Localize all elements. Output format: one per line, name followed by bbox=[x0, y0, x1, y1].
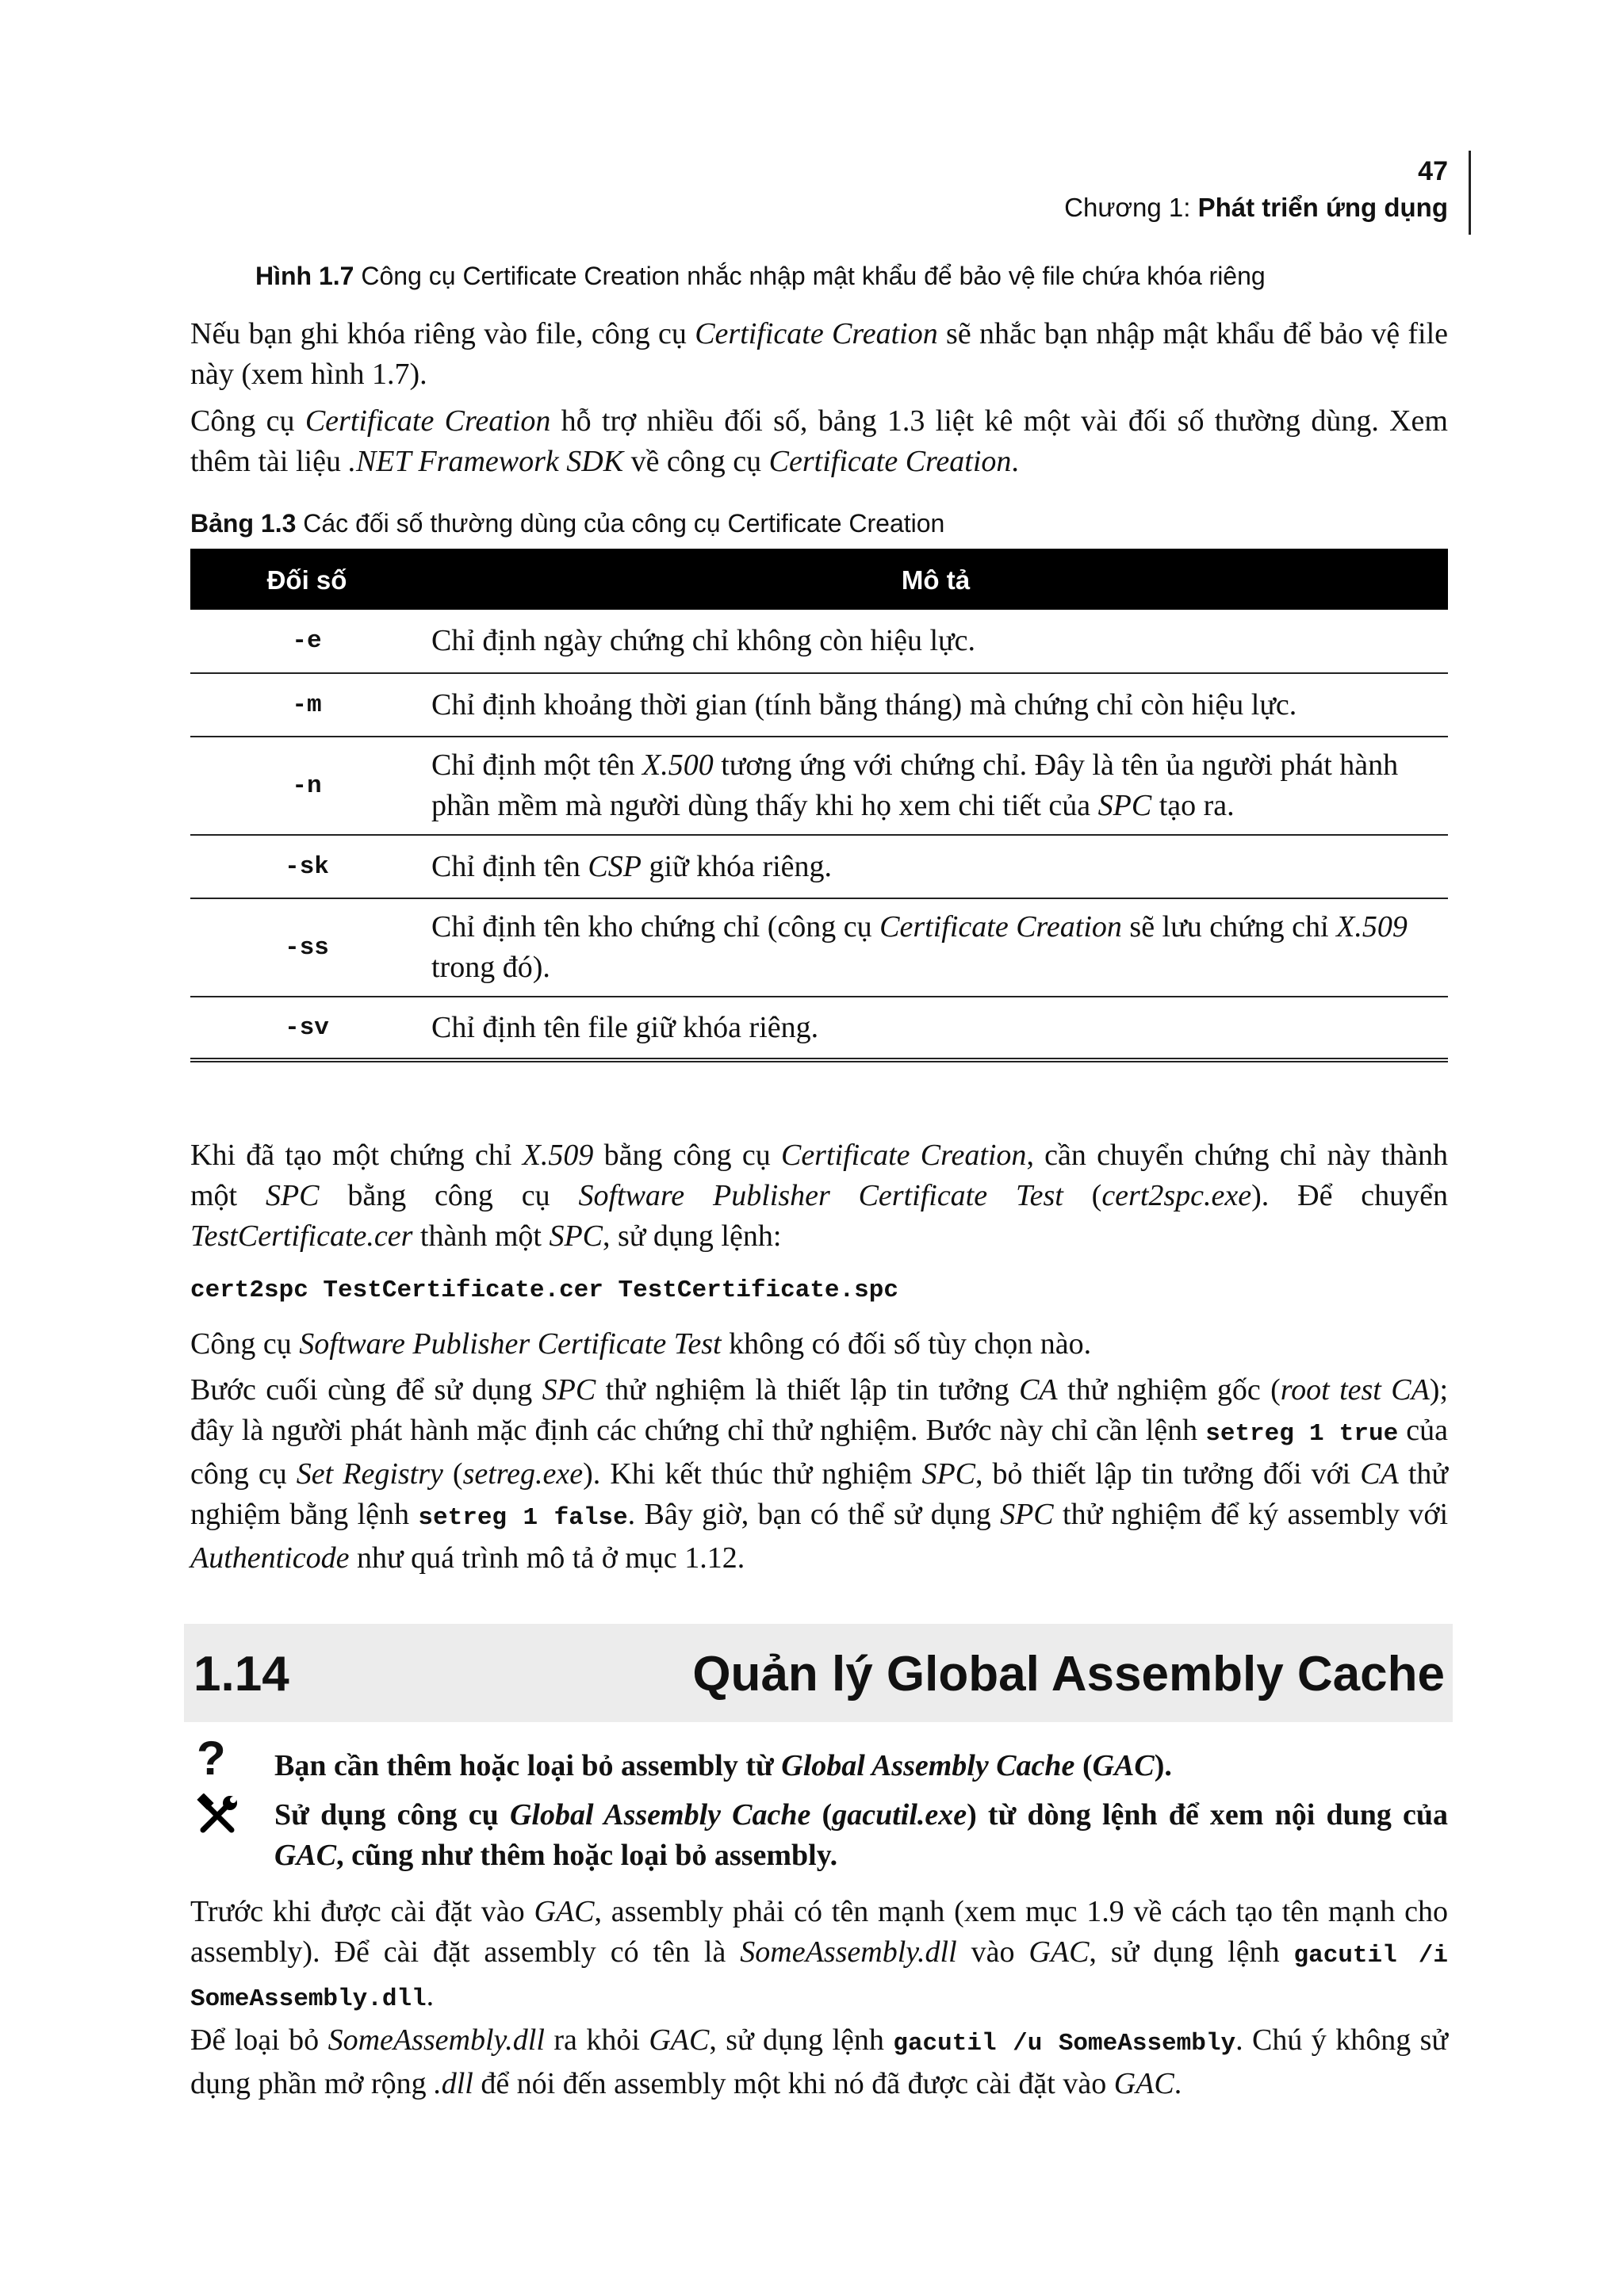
solution-statement: Sử dụng công cụ Global Assembly Cache (gacutil.exe) từ dòng lệnh để xem nội dung của GAC, cũng như thêm hoặc loại bỏ assembly. bbox=[274, 1798, 1449, 1872]
paragraph-1: Nếu bạn ghi khóa riêng vào file, công cụ Certificate Creation sẽ nhắc bạn nhập mật khẩu để bảo vệ file này (xem hình 1.7). bbox=[190, 317, 1449, 391]
argument-cell: -ss bbox=[190, 898, 423, 997]
description-cell: Chỉ định một tên X.500 tương ứng với chứng chỉ. Đây là tên ủa người phát hành phần mềm mà người dùng thấy khi họ xem chi tiết của SPC tạo ra. bbox=[423, 737, 1448, 835]
column-header-description: Mô tả bbox=[423, 550, 1448, 611]
column-header-argument: Đối số bbox=[190, 550, 423, 611]
argument-cell: -e bbox=[190, 610, 423, 673]
table-row bbox=[190, 673, 1448, 737]
paragraph-2: Công cụ Certificate Creation hỗ trợ nhiều đối số, bảng 1.3 liệt kê một vài đối số thường dùng. Xem thêm tài liệu .NET Framework SDK về công cụ Certificate Creation. bbox=[190, 404, 1448, 478]
table-row bbox=[190, 997, 1448, 1060]
argument-cell: -sk bbox=[190, 835, 423, 898]
description-cell: Chỉ định tên CSP giữ khóa riêng. bbox=[423, 835, 1448, 898]
argument-cell: -sv bbox=[190, 997, 423, 1060]
header-divider bbox=[1469, 151, 1471, 235]
table-row bbox=[190, 737, 1448, 835]
paragraph-3: Khi đã tạo một chứng chỉ X.509 bằng công cụ Certificate Creation, cần chuyển chứng chỉ này thành một SPC bằng công cụ Software Publisher Certificate Test (cert2spc.exe). Để chuyển TestCertificate.cer thành một SPC, sử dụng lệnh: bbox=[190, 1139, 1449, 1253]
table-caption: Bảng 1.3 Các đối số thường dùng của công cụ Certificate Creation bbox=[190, 509, 945, 538]
description-cell: Chỉ định tên file giữ khóa riêng. bbox=[423, 997, 1448, 1060]
tools-icon bbox=[195, 1793, 239, 1838]
code-command-cert2spc: cert2spc TestCertificate.cer TestCertificate.spc bbox=[190, 1277, 898, 1304]
table-row bbox=[190, 610, 1448, 673]
section-title: Quản lý Global Assembly Cache bbox=[692, 1647, 1445, 1702]
chapter-title: Chương 1: Phát triển ứng dụng bbox=[1064, 193, 1448, 222]
figure-caption: Hình 1.7 Công cụ Certificate Creation nhắc nhập mật khẩu để bảo vệ file chứa khóa riêng bbox=[255, 262, 1266, 290]
table-row bbox=[190, 898, 1448, 997]
section-heading bbox=[184, 1624, 1453, 1722]
table-header-row bbox=[190, 550, 1448, 611]
page-number: 47 bbox=[1418, 156, 1448, 186]
arguments-table bbox=[190, 549, 1448, 1062]
paragraph-5: Bước cuối cùng để sử dụng SPC thử nghiệm là thiết lập tin tưởng CA thử nghiệm gốc (root test CA); đây là người phát hành mặc định các chứng chỉ thử nghiệm. Bước này chỉ cần lệnh setreg 1 true của công cụ Set Registry (setreg.exe). Khi kết thúc thử nghiệm SPC, bỏ thiết lập tin tưởng đối với CA thử nghiệm bằng lệnh setreg 1 false. Bây giờ, bạn có thể sử dụng SPC thử nghiệm để ký assembly với Authenticode như quá trình mô tả ở mục 1.12. bbox=[190, 1373, 1449, 1575]
description-cell: Chỉ định tên kho chứng chỉ (công cụ Certificate Creation sẽ lưu chứng chỉ X.509 trong đó). bbox=[423, 898, 1448, 997]
running-header bbox=[1064, 155, 1448, 227]
description-cell: Chỉ định ngày chứng chỉ không còn hiệu lực. bbox=[423, 610, 1448, 673]
description-cell: Chỉ định khoảng thời gian (tính bằng tháng) mà chứng chỉ còn hiệu lực. bbox=[423, 673, 1448, 737]
paragraph-6: Trước khi được cài đặt vào GAC, assembly phải có tên mạnh (xem mục 1.9 về cách tạo tên mạnh cho assembly). Để cài đặt assembly có tên là SomeAssembly.dll vào GAC, sử dụng lệnh gacutil /i SomeAssembly.dll. bbox=[190, 1895, 1449, 2013]
argument-cell: -m bbox=[190, 673, 423, 737]
paragraph-7: Để loại bỏ SomeAssembly.dll ra khỏi GAC, sử dụng lệnh gacutil /u SomeAssembly. Chú ý không sử dụng phần mở rộng .dll để nói đến assembly một khi nó đã được cài đặt vào GAC. bbox=[190, 2023, 1449, 2100]
problem-statement: Bạn cần thêm hoặc loại bỏ assembly từ Global Assembly Cache (GAC). bbox=[274, 1749, 1172, 1782]
section-number: 1.14 bbox=[193, 1647, 289, 1702]
argument-cell: -n bbox=[190, 737, 423, 835]
paragraph-4: Công cụ Software Publisher Certificate Test không có đối số tùy chọn nào. bbox=[190, 1327, 1092, 1361]
table-row bbox=[190, 835, 1448, 898]
question-mark-icon: ? bbox=[197, 1732, 226, 1785]
